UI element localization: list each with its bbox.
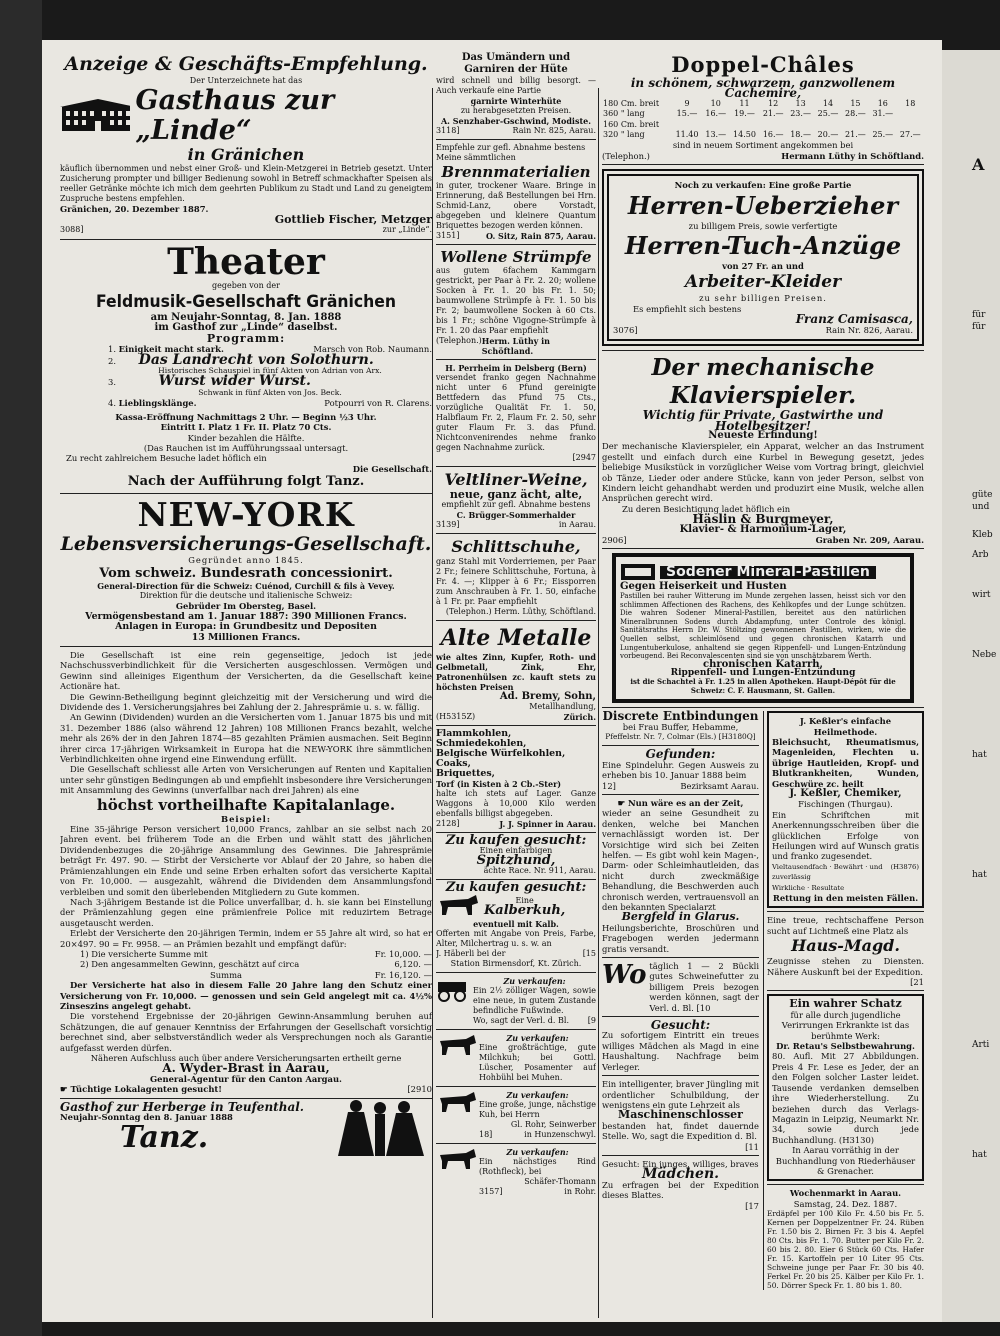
program-note: Marsch von Rob. Naumann. (313, 344, 432, 355)
theater-where: im Gasthof zur „Linde“ daselbst. (154, 322, 338, 334)
tanz-title: Gasthof zur Herberge in Teufenthal. (60, 1099, 304, 1114)
herren-addr: Rain Nr. 826, Aarau. (825, 324, 913, 335)
kohlen-item: Coaks, (436, 758, 471, 769)
ny-paragraph: Die Gesellschaft ist eine rein gegenseitige, jedoch ist jede Nachschussverbindlichkeit für die Versicherten ausgeschlossen. Vermögen und Gewinn sind alleiniges Eigenthum der Versicherten, da die Gesellschaft keine Actionäre hat. (60, 649, 432, 692)
chales-size: 11 (739, 98, 750, 108)
spitz-addr: ächte Race. Nr. 911, Aarau. (483, 866, 596, 875)
schatz-body2: 80. Aufl. Mit 27 Abbildungen. Preis 4 Fr. Lese es Jeder, der an den Folgen solcher Laster leidet. Tausende verdanken demselben ihre Wiederherstellung. Zu beziehen durch das Verlags-Magazin in Leipzig, Neumarkt Nr. 34, sowie durch jede Buchhandlung. (H3130) (772, 1051, 919, 1145)
maedchen-body: Zu erfragen bei der Expedition dieses Blattes. (602, 1179, 759, 1201)
ad-doppel-chales (602, 52, 924, 161)
chales-price: 13.— (705, 130, 727, 140)
ny-wanted-text: Tüchtige Lokalagenten gesucht! (70, 1084, 222, 1095)
program-note: Potpourri von R. Clarens. (324, 398, 432, 409)
ny-sub: Lebensversicherungs-Gesellschaft. (60, 533, 432, 556)
klavier-rec: Zu deren Besichtigung ladet höflich ein (622, 503, 791, 514)
soden-bottom: ist die Schachtel à Fr. 1.25 in allen Apotheken. Haupt-Dépôt für die Schweiz: C. F. Hausmann, St. Gallen. (630, 676, 896, 695)
schwein-body: täglich 1 — 2 Bückli gutes Schweinefutter zu billigem Preis bezogen werden können, sagt der Verl. d. Bl. [10 (649, 961, 759, 1013)
herren-sub: zu billigem Preis, sowie verfertigte (688, 220, 838, 231)
metalle-firm3: Zürich. (563, 712, 596, 722)
maedchen-lead: Gesucht: Ein junges, williges, braves (602, 1158, 759, 1169)
herren-firm: Franz Camisasca, (795, 312, 913, 327)
brenn-body: in guter, trockener Waare. Bringe in Erinnerung, daß Bestellungen bei Hrn. Schmid-Lanz, obere Vorstadt, abgegeben und kleinere Quantum Briquettes bezogen werden können. (436, 181, 596, 230)
ad-schatz (767, 994, 924, 1181)
program-title: Wurst wider Wurst. (158, 373, 311, 390)
right-subcolumn-b (763, 711, 924, 1290)
markt-body: Erdäpfel per 100 Kilo Fr. 4.50 bis Fr. 5. Kernen per Doppelzentner Fr. 24. Rüben Fr. 1.50 bis 2. Birnen Fr. 3 bis 4. Aepfel 80 Cts. bis Fr. 1. 70. Butter per Kilo Fr. 2. 60 bis 2. 80. Eier 6 Stück 60 Cts. Hafer Fr. 15. Kartoffeln per 10 Liter 95 Cts. Schweine junge per Paar Fr. 30 bis 40. Ferkel Fr. 20 bis 25. Kälber per Kilo Fr. 1. 50. Dörrer Speck Fr. 1. 80 bis 1. 80. (767, 1209, 924, 1291)
ny-europe2: 13 Millionen Francs. (191, 631, 301, 643)
tanz-big: Tanz. (120, 1120, 209, 1156)
bergfeld-body: wieder an seine Gesundheit zu denken, welche bei Manchen vernachlässigt worden ist. Der Vorsichtige wird sich bei Zeiten helfen. — Es gibt wohl kein Magen-, Darm- oder Schleimhautleiden, das nicht durch zweckmäßige Behandlung, die Beschwerden auch chronisch werden, vertrauensvoll an den bekannten Specialarzt (602, 808, 759, 912)
markt-date: Samstag, 24. Dez. 1887. (793, 1198, 898, 1209)
ny-line-value: 6,120. — (394, 959, 432, 970)
klavier-firm2: Klavier- & Harmonium-Lager, (679, 523, 847, 535)
chales-size: 10 (710, 98, 721, 108)
ad-date: Gränichen, 20. Dezember 1887. (60, 204, 209, 215)
ny-paragraph: Nach 3-jährigem Bestande ist die Police unverfallbar, d. h. sie kann bei Einstellung der Prämienzahlung gegen eine prämienfreie Police mit reduzirtem Betrage ausgetauscht werden. (60, 896, 432, 928)
brenn-firm: O. Sitz, Rain 875, Aarau. (485, 231, 596, 241)
chales-note: sind in neuem Sortiment angekommen bei (672, 140, 854, 151)
program-heading: Programm: (206, 331, 286, 345)
ny-wanted: ☛ Tüchtige Lokalagenten gesucht! (60, 1084, 222, 1095)
ny-line-value: Fr. 10,000. — (374, 948, 432, 959)
herren-title2: Herren-Tuch-Anzüge (624, 231, 902, 261)
ny-beispiel: Beispiel: (221, 813, 271, 824)
schlitt-firm: (Telephon.) Herm. Lüthy, Schöftland. (445, 607, 596, 616)
bergfeld-title: ☛ Nun wäre es an der Zeit, (617, 797, 744, 808)
huete-price: zu herabgesetzten Preisen. (460, 106, 572, 115)
chales-size: 15 (850, 98, 861, 108)
chales-size: 12 (768, 98, 779, 108)
kuh-where: in Hunzenschwyl. (524, 1130, 596, 1139)
ad-spitzhund (436, 833, 596, 876)
chales-sub: in schönem, schwarzem, ganzwollenem Cachemire, (630, 76, 896, 101)
program-title: Lieblingsklänge. (118, 398, 197, 409)
ad-gefunden (602, 749, 759, 791)
schlitt-title: Schlittschuhe, (451, 537, 581, 556)
kalb-ref: [15 (582, 949, 596, 958)
column-rule (432, 88, 433, 1318)
brenn-intro: Empfehle zur gefl. Abnahme bestens Meine sämmtlichen (436, 143, 586, 162)
soden-title: Sodener Mineral-Pastillen (660, 566, 876, 579)
chales-price: 23.— (790, 109, 811, 119)
spitz-title: Zu kaufen gesucht: (445, 833, 587, 848)
ad-klavierspieler (602, 354, 924, 545)
schatz-book: Dr. Retau's Selbstbewahrung. (776, 1041, 915, 1052)
huete-item: garnirte Winterhüte (470, 96, 562, 106)
ny-direction: General-Direction für die Schweiz: Cuénod, Curchill & fils à Vevey. (97, 580, 395, 591)
ad-body: käuflich übernommen und nebst einer Groß- und Klein-Metzgerei in Betrieb gesetzt. Unter Zusicherung prompter und billiger Bedienung sowohl in Betreff schmackhafter Speisen als reeller Getränke möchte ich mich dem geehrten Publikum zu Stadt und Land zu geneigtem Zuspruche bestens empfehlen. (60, 164, 432, 204)
chales-price: 21.— (845, 130, 866, 140)
ad-ref: 3088] (60, 225, 84, 235)
ny-ref: [2910 (407, 1084, 432, 1095)
ad-bergfeld (602, 798, 759, 954)
gefunden-body: Eine Spindeluhr. Gegen Ausweis zu erheben bis 10. Januar 1888 beim (602, 759, 759, 781)
chales-firm: Hermann Lüthy in Schöftland. (781, 150, 924, 161)
ny-agent2: General-Agentur für den Canton Aargau. (150, 1073, 342, 1084)
kessler-side2: Wirkliche · Resultate (772, 883, 845, 892)
herren-sub2: zu sehr billigen Preisen. (699, 293, 827, 304)
chales-price: 27.— (899, 130, 921, 140)
ad-maschinenschlosser (602, 1079, 759, 1152)
struempfe-firm: Herm. Lüthy in Schöftland. (481, 336, 550, 356)
klavier-firm: Häslin & Burgmeyer, (692, 512, 834, 527)
bergfeld-title-text: Nun wäre es an der Zeit, (628, 797, 744, 808)
ad-rind (436, 1147, 596, 1197)
kessler-body: Bleichsucht, Rheumatismus, Magenleiden, Flechten u. übrige Hautleiden, Kropf- und Blutkrankheiten, Wunden, Geschwüre zc. heilt (772, 736, 919, 789)
klavier-new: Neueste Erfindung! (708, 429, 818, 441)
klavier-addr: Graben Nr. 209, Aarau. (815, 534, 924, 545)
kohlen-body: halte ich stets auf Lager. Ganze Waggons à 10,000 Kilo werden ebenfalls billigst abgegeben. (436, 789, 596, 818)
ny-line-label: 2) Den angesammelten Gewinn, geschätzt auf circa (80, 959, 300, 970)
ad-huete (436, 52, 596, 136)
metalle-firm2: Metallhandlung, (529, 702, 596, 711)
kessler-rettung: Rettung in den meisten Fällen. (772, 893, 919, 903)
kuh-name: Gl. Rohr, Seinwerber (510, 1120, 596, 1129)
schatz-body: für alle durch jugendliche Verirrungen Erkrankte ist das berühmte Werk: (781, 1009, 910, 1041)
herren-from: von 27 Fr. an und (722, 261, 804, 272)
metalle-firm: Ad. Bremy, Sohn, (499, 691, 596, 702)
entbindungen-title: Discrete Entbindungen (602, 709, 759, 724)
kalb-word: Eine (515, 896, 534, 905)
maedchen-title: Mädchen. (641, 1166, 720, 1183)
ny-concession: Vom schweiz. Bundesrath concessionirt. (99, 565, 393, 581)
schlosser-title: Maschinenschlosser (618, 1108, 743, 1122)
ad-haus-magd (767, 915, 924, 987)
klavier-ref: 2906] (602, 534, 627, 545)
brenn-ref: 3151] (436, 231, 460, 240)
chales-price: 28.— (845, 109, 866, 119)
magd-ref: [21 (910, 977, 924, 988)
bett-firm: H. Perrheim in Delsberg (Bern) (445, 363, 587, 373)
kalb-body: Offerten mit Angabe von Preis, Farbe, Alter, Milchertrag u. s. w. an (436, 929, 596, 948)
ad-intro: Der Unterzeichnete hat das (189, 76, 303, 85)
wagen-where: Wo, sagt der Verl. d. Bl. (473, 1016, 569, 1025)
schlosser-body2: bestanden hat, findet dauernde Stelle. Wo, sagt die Expedition d. Bl. (602, 1120, 759, 1142)
ny-paragraph: Die Gewinn-Betheiligung beginnt gleichzeitig mit der Versicherung und wird die Dividende des 1. Versicherungsjahres bei Zahlung der 2. Jahresprämie u. s. w. fällig. (60, 691, 432, 712)
program-num: 2. (108, 355, 116, 366)
ad-gasthaus-linde (60, 52, 432, 236)
theater-title: Theater (167, 240, 325, 283)
struempfe-body: aus gutem 6fachem Kammgarn gestrickt, per Paar à Fr. 2. 20; wollene Socken à Fr. 1. 20 bis Fr. 1. 50; baumwollene Strümpfe à Fr. 1. 50 bis Fr. 2; baumwollene Socken à 60 Cts. bis 1 Fr.; schöne Vigogne-Strümpfe à Fr. 1. 20 das Paar empfiehlt (436, 266, 596, 335)
huete-body: wird schnell und billig besorgt. — Auch verkaufe eine Partie (436, 76, 596, 95)
wagen-ref: [9 (587, 1016, 596, 1025)
chales-size: 16 (877, 98, 888, 108)
kalb-sub: eventuell mit Kalb. (473, 919, 559, 929)
kuh-title: Zu verkaufen: (506, 1090, 569, 1100)
cow-icon (436, 1147, 476, 1173)
ad-title: Anzeige & Geschäfts-Empfehlung. (64, 53, 428, 75)
dancing-couple-icon (328, 1098, 428, 1160)
herren-title3: Arbeiter-Kleider (684, 272, 842, 293)
kuh-ref: 18] (479, 1130, 493, 1139)
ny-paragraph: Eine 35-jährige Person versichert 10,000 Francs, zahlbar an sie selbst nach 20 Jahren event. bei früherem Tode an die Erben und wählt statt des jährlichen Dividendenbezuges die 20-jährige Ansammlung des Gewinnes. Die Jahresprämie beträgt Fr. 497. 90. — Stirbt der Versicherte vor Ablauf der 20 Jahre, so haben die Prämienzahlungen ein Ende und seine Erben erhalten sofort das versicherte Kapital von Fr. 10,000. — ausgezahlt, während die Dividenden dem Ansammlungsfond verbleiben und somit den überlebenden Mitgliedern zu Gute kommen. (60, 824, 432, 897)
huete-firm: A. Senzhaber-Gschwind, Modiste. (440, 116, 592, 126)
kohlen-item: Belgische Würfelkohlen, (436, 748, 566, 759)
ny-founded: Gegründet anno 1845. (188, 555, 304, 566)
market-report (767, 1188, 924, 1290)
ny-headline: höchst vortheilhafte Kapitalanlage. (96, 795, 396, 814)
theater-rauchen: (Das Rauchen ist im Aufführungssaal untersagt. (143, 442, 349, 453)
klavier-body: Der mechanische Klavierspieler, ein Apparat, welcher an das Instrument gestellt und einfach durch eine Kurbel in Bewegung gesetzt, jedes beliebige Musikstück in vorzüglicher Weise vom Vortrag bringt, gleichviel ob Tänze, Lieder oder andere Stücke, kann von jeder Person, selbst von Kindern leicht gehandhabt werden und produzirt eine Musik, welche allen Ansprüchen gerecht wird. (602, 441, 924, 504)
chales-price: 19.— (734, 109, 755, 119)
kessler-where: Fischingen (Thurgau). (798, 799, 893, 810)
chales-size: 18 (905, 98, 916, 108)
markt-title: Wochenmarkt in Aarau. (789, 1188, 902, 1199)
scan-margin-left (0, 0, 42, 1336)
veltliner-body: empfiehlt zur gefl. Abnahme bestens (441, 500, 591, 509)
chales-price: 16.— (762, 130, 784, 140)
ad-kohlen (436, 729, 596, 829)
spitz-item: Spitzhund, (476, 853, 556, 868)
kessler-name: J. Keßler, Chemiker, (789, 787, 902, 799)
ny-agent: A. Wyder-Brast in Aarau, (162, 1061, 330, 1076)
program-title: Einigkeit macht stark. (118, 344, 224, 355)
magd-title: Haus-Magd. (791, 936, 900, 956)
theater-invite: Zu recht zahlreichem Besuche ladet höflich ein (66, 453, 267, 464)
ny-paragraph: Näheren Aufschluss auch über andere Versicherungsarten ertheilt gerne (90, 1053, 402, 1063)
bergfeld-name: Bergfeld in Glarus. (621, 910, 740, 924)
chales-table (602, 99, 924, 141)
milch-title: Zu verkaufen: (506, 1033, 569, 1043)
ad-bettfedern (436, 363, 596, 463)
ny-gebr: Gebrüder Im Obersteg, Basel. (175, 601, 317, 612)
bergfeld-foot: Heilungsberichte, Broschüren und Fragebogen werden jedermann gratis versandt. (602, 922, 759, 954)
soden-big2: Rippenfell- und Lungen-Entzündung (670, 668, 856, 679)
magd-body2: Zeugnisse stehen zu Diensten. Nähere Auskunft bei der Expedition. (767, 956, 924, 977)
rind-name: Schäfer-Thomann (524, 1177, 596, 1186)
huete-addr: Rain Nr. 825, Aarau. (512, 126, 596, 135)
rind-where: in Rohr. (564, 1187, 596, 1196)
kalb-item: Kalberkuh, (484, 903, 566, 918)
theater-tanz: Nach der Aufführung folgt Tanz. (127, 474, 365, 490)
kohlen-ref: 2128] (436, 819, 460, 828)
klavier-title: Der mechanische Klavierspieler. (651, 354, 875, 410)
wagen-title: Zu verkaufen: (503, 976, 566, 986)
chales-price: 15.— (676, 109, 698, 119)
veltliner-firm: C. Brügger-Sommerhalder (456, 510, 576, 520)
program-num: 4. (108, 398, 116, 409)
chales-price: 31.— (872, 109, 894, 119)
rind-ref: 3157] (479, 1187, 503, 1196)
magd-body: Eine treue, rechtschaffene Person sucht auf Lichtmeß eine Platz als (767, 915, 924, 936)
chales-label: 360 " lang (603, 109, 645, 119)
klavier-sub: Wichtig für Private, Gastwirthe und Hotelbesitzer! (642, 408, 884, 433)
ny-paragraph: An Gewinn (Dividenden) wurden an die Versicherten vom 1. Januar 1875 bis und mit 31. Dezember 1886 (also während 12 Jahren) 108 Millionen Francs bezahlt, welche mehr als 26% der in den Jahren 1874—85 gezahlten Prämien ausmachen. Seit Beginn ihrer circa 17-jährigen Wirksamkeit in Europa hat die NEW-YORK ihre sämmtlichen Verbindlichkeiten ohne irgend eine Einwendung erfüllt. (60, 712, 432, 765)
theater-society: Feldmusik-Gesellschaft Gränichen (95, 292, 397, 313)
ny-paragraph: Der Versicherte hat also in diesem Falle 20 Jahre lang den Schutz einer Versicherung von Fr. 10,000. — genossen und sein Geld angelegt mit ca. 4½% Zinseszins angelegt gehabt. (60, 980, 432, 1011)
schatz-foot: In Aarau vorräthig in der Buchhandlung von Riederhäuser & Grenacher. (775, 1145, 916, 1176)
ny-title: NEW-YORK (137, 495, 355, 535)
chales-price: 16.— (705, 109, 727, 119)
theater-sub: gegeben von der (212, 280, 280, 290)
metalle-ref: (H5315Z) (436, 712, 476, 721)
kessler-ref: (H3876) (890, 862, 919, 871)
ad-new-york (60, 497, 432, 1095)
ny-paragraph: Die Gesellschaft schliesst alle Arten von Versicherungen auf Renten und Kapitalien unter sehr günstigen Bedingungen ab und empfiehlt insbesondere ihre Versicherungen mit Ansammlung des Gewinns (unverfallbar nach drei Jahren) als eine (60, 764, 432, 796)
cow-icon (436, 1033, 476, 1059)
ny-paragraph: Die vorstehend Ergebnisse der 20-jährigen Gewinn-Ansammlung beruhen auf Schätzungen, die auf genauer Kenntniss der Erfahrungen der Gesellschaft vorsichtig berechnet sind, aber selbstverständlich weder als Versprechungen noch als Garantie aufgefasst werden dürfen. (60, 1011, 432, 1053)
kessler-foot: Ein Schriftchen mit Anerkennungsschreiben über die glücklichen Erfolge von Heilungen wird auf Wunsch gratis und franko zugesendet. (772, 809, 919, 862)
veltliner-addr: in Aarau. (558, 520, 596, 529)
ny-paragraph: Erlebt der Versicherte den 20-jährigen Termin, indem er 55 Jahre alt wird, so hat er 20×497. 90 = Fr. 9958. — an Prämien bezahlt und empfängt dafür: (60, 928, 432, 949)
schlosser-body: Ein intelligenter, braver Jüngling mit ordentlicher Schulbildung, der wenigstens ein gute Lehrzeit als (602, 1079, 759, 1110)
chales-price: 25.— (817, 109, 839, 119)
huete-ref: 3118] (436, 126, 460, 135)
column-right (602, 52, 924, 1290)
gefunden-ref: 12] (602, 780, 616, 791)
theater-by: Die Gesellschaft. (352, 463, 432, 474)
kohlen-item: Briquettes, (436, 768, 495, 779)
kuh-body: Eine große, junge, nächstige Kuh, bei Herrn (479, 1100, 596, 1119)
entbindungen-addr: Pfeffelstr. Nr. 7, Colmar (Els.) [H3180Q] (605, 731, 756, 741)
entbindungen-who: bei Frau Buffer, Hebamme, (622, 721, 739, 732)
gesucht-title: Gesucht: (650, 1018, 711, 1033)
theater-kinder: Kinder bezahlen die Hälfte. (187, 432, 305, 443)
chales-price: 21.— (762, 109, 784, 119)
ad-theater (60, 240, 432, 491)
ad-alte-metalle (436, 624, 596, 722)
chales-price: 25.— (872, 130, 894, 140)
cow-icon (436, 1090, 476, 1116)
kohlen-firm: J. J. Spinner in Aarau. (499, 819, 596, 829)
schatz-title: Ein wahrer Schatz (789, 997, 902, 1011)
column-rule (598, 88, 599, 1318)
huete-title: Das Umändern und Garniren der Hüte (461, 52, 571, 75)
herren-lead: Noch zu verkaufen: Eine große Partie (674, 180, 852, 191)
ny-assets: Vermögensbestand am 1. Januar 1887: 390 Millionen Francs. (85, 610, 407, 622)
kessler-title: J. Keßler's einfache Heilmethode. (799, 716, 892, 737)
ad-brennmaterialien (436, 143, 596, 241)
program-note: Schwank in fünf Akten von Jos. Beck. (198, 387, 342, 397)
chales-phone: (Telephon.) (602, 150, 650, 161)
metalle-title: Alte Metalle (440, 625, 592, 651)
chales-label: 160 Cm. breit (603, 119, 660, 129)
soden-body: Pastillen bei rauher Witterung im Munde zergehen lassen, heisst sich vor den schlimmen Affectionen des Rachens, des Kehlkopfes und der Lunge schützen. Die wahren Sodener Mineral-Pastillen, bereitet aus den natürlichen Mineralbrunnen Sodens durch Abdampfung, unter Controle des königl. Sanitätsraths Herrn Dr. W. Stöltzing gewonnenen Pastillen, wirken, wie die Quellen selbst, schleimlösend und gegen chronischen Katarrh und Lungentuberkulose, anhaltend sie gegen Rippenfell- und Lungen-Entzündung vorbeugend. Bei Reconvalescenten sind sie von unschätzbarem Werth. (620, 591, 906, 661)
schlitt-body: ganz Stahl mit Vorderriemen, per Paar 2 Fr.; feinere Schlittschuhe, Fortuna, à Fr. 4. —; Klipper à 6 Fr.; Eissporren zum Anschrauben à Fr. 1. 50, einfache à 1 Fr. pr. Paar empfiehlt (436, 557, 596, 606)
program-num: 1. (108, 344, 116, 355)
veltliner-ref: 3139] (436, 520, 460, 529)
chales-price: 11.40 (675, 130, 699, 140)
chales-label: 180 Cm. breit (603, 98, 660, 108)
brenn-title: Brennmaterialien (441, 163, 591, 181)
wagon-icon (436, 976, 470, 1002)
ad-veltliner (436, 470, 596, 530)
schwein-lead: Wo (602, 960, 647, 991)
building-icon (60, 99, 130, 133)
schlosser-ref: [11 (745, 1141, 759, 1152)
ad-tanz-teufenthal (60, 1099, 432, 1162)
chales-price: 18.— (790, 130, 811, 140)
gasthaus-name: Gasthaus zur „Linde“ (135, 85, 335, 147)
metalle-body: wie altes Zinn, Kupfer, Roth- und Gelbmetall, Zink, Ehr, Patronenhülsen zc. kauft stets zu höchsten Preisen (436, 652, 596, 692)
theater-when: am Neujahr-Sonntag, 8. Jan. 1888 (150, 312, 342, 324)
ad-milchkuh (436, 1033, 596, 1083)
adjacent-page-edge: A für für güte und Kleb Arb wirt Nebe hat hat Arti hat (942, 50, 1000, 1322)
soden-big1: chronischen Katarrh, (702, 658, 824, 670)
bett-ref: [2947 (572, 453, 596, 462)
rind-body: Ein nächstiges Rind (Rothfleck), bei (479, 1157, 596, 1176)
spitz-sub: Einen einfarbigen (479, 846, 553, 855)
kalb-title: Zu kaufen gesucht: (445, 880, 587, 895)
gefunden-who: Bezirksamt Aarau. (680, 780, 759, 791)
gefunden-title: Gefunden: (645, 747, 716, 762)
chales-size: 9 (684, 98, 690, 108)
kohlen-item: Flammkohlen, (436, 728, 512, 739)
ad-kessler (767, 711, 924, 908)
ad-schlittschuhe (436, 537, 596, 617)
herren-title: Herren-Ueberzieher (627, 190, 899, 220)
chales-size: 13 (795, 98, 806, 108)
gasthaus-place: in Gränichen (187, 145, 305, 165)
milch-body: Eine großträchtige, gute Milchkuh; bei Gottl. Lüscher, Posamenter auf Hohbühl bei Muhen. (479, 1043, 596, 1082)
chales-price: 14.50 (733, 130, 756, 140)
veltliner-title: Veltliner-Weine, (444, 470, 588, 489)
gesucht-body: Zu sofortigem Eintritt ein treues williges Mädchen als Magd in eine Haushaltung. Nachfrage beim Verleger. (602, 1030, 759, 1072)
ny-europe: Anlagen in Europa: in Grundbesitz und Depositen (115, 621, 377, 633)
kohlen-item: Schmiedekohlen, (436, 738, 527, 749)
kalb-station: Station Birmensdorf, Kt. Zürich. (450, 959, 582, 968)
chales-title: Doppel-Châles (671, 52, 855, 77)
ad-wagen (436, 976, 596, 1026)
struempfe-phone: (Telephon.) (436, 336, 482, 345)
wagen-body: Ein 2½ zölliger Wagen, sowie eine neue, in gutem Zustande befindliche Fußwinde. (473, 986, 596, 1015)
pastille-box-icon (620, 561, 656, 583)
right-subcolumn-a (602, 711, 759, 1290)
tanz-date: Neujahr-Sonntag den 8. Januar 1888 (60, 1112, 233, 1123)
kohlen-torf: Torf (in Kisten à 2 Cb.-Ster) (436, 779, 562, 789)
theater-eintritt: Eintritt I. Platz 1 Fr. II. Platz 70 Cts. (160, 422, 332, 433)
herren-rec: Es empfiehlt sich bestens (633, 303, 742, 314)
chales-price: 20.— (817, 130, 839, 140)
kessler-side1: Vieltausendfach · Bewährt · und zuverlässig (772, 862, 883, 882)
theater-kasse: Kassa-Eröffnung Nachmittags 2 Uhr. — Beginn ½3 Uhr. (115, 411, 377, 422)
chales-label: 320 " lang (603, 130, 645, 140)
ny-line-label: Summa (210, 969, 243, 980)
ad-sodener (612, 553, 914, 703)
ad-struempfe (436, 248, 596, 356)
kalb-name: J. Häberli bei der (436, 949, 506, 958)
ad-gesucht-magd (602, 1020, 759, 1072)
ny-line-value: Fr. 16,120. — (374, 969, 432, 980)
ny-direction2: Direktion für die deutsche und italienische Schweiz: (139, 590, 353, 600)
herren-ref: 3076] (613, 324, 638, 335)
column-middle (436, 52, 596, 1197)
rind-title: Zu verkaufen: (506, 1147, 569, 1157)
ad-signer-place: zur „Linde“. (382, 225, 432, 235)
ad-herren (602, 169, 924, 346)
ad-schweinefutter (602, 961, 759, 1013)
ad-maedchen (602, 1159, 759, 1211)
ad-entbindungen (602, 711, 759, 742)
ad-signer: Gottlieb Fischer, Metzger (274, 212, 432, 226)
ny-line-label: 1) Die versicherte Summe mit (80, 948, 208, 959)
veltliner-words: neue, ganz ächt, alte, (449, 488, 583, 501)
cow-icon (436, 893, 480, 919)
chales-size: 14 (822, 98, 834, 108)
program-num: 3. (108, 377, 116, 388)
column-left (60, 52, 432, 1162)
ad-kuh (436, 1090, 596, 1140)
soden-sub: Gegen Heiserkeit und Husten (620, 581, 787, 593)
bett-body: versendet franko gegen Nachnahme nicht unter 6 Pfund gereinigte Bettfedern das Pfund 75 Cts., vorzügliche Qualität Fr. 1. 50, Halbflaum Fr. 2, Flaum Fr. 2. 50, sehr guter Flaum Fr. 3. das Pfund. Nichtconvenirendes nehme franko gegen Nachnahme zurück. (436, 373, 596, 452)
ad-kalberkuh (436, 880, 596, 969)
program-title: Das Landrecht von Solothurn. (138, 351, 374, 368)
program-note: Historisches Schauspiel in fünf Akten von Adrian von Arx. (158, 366, 382, 376)
maedchen-ref: [17 (745, 1200, 759, 1211)
struempfe-title: Wollene Strümpfe (440, 248, 592, 266)
